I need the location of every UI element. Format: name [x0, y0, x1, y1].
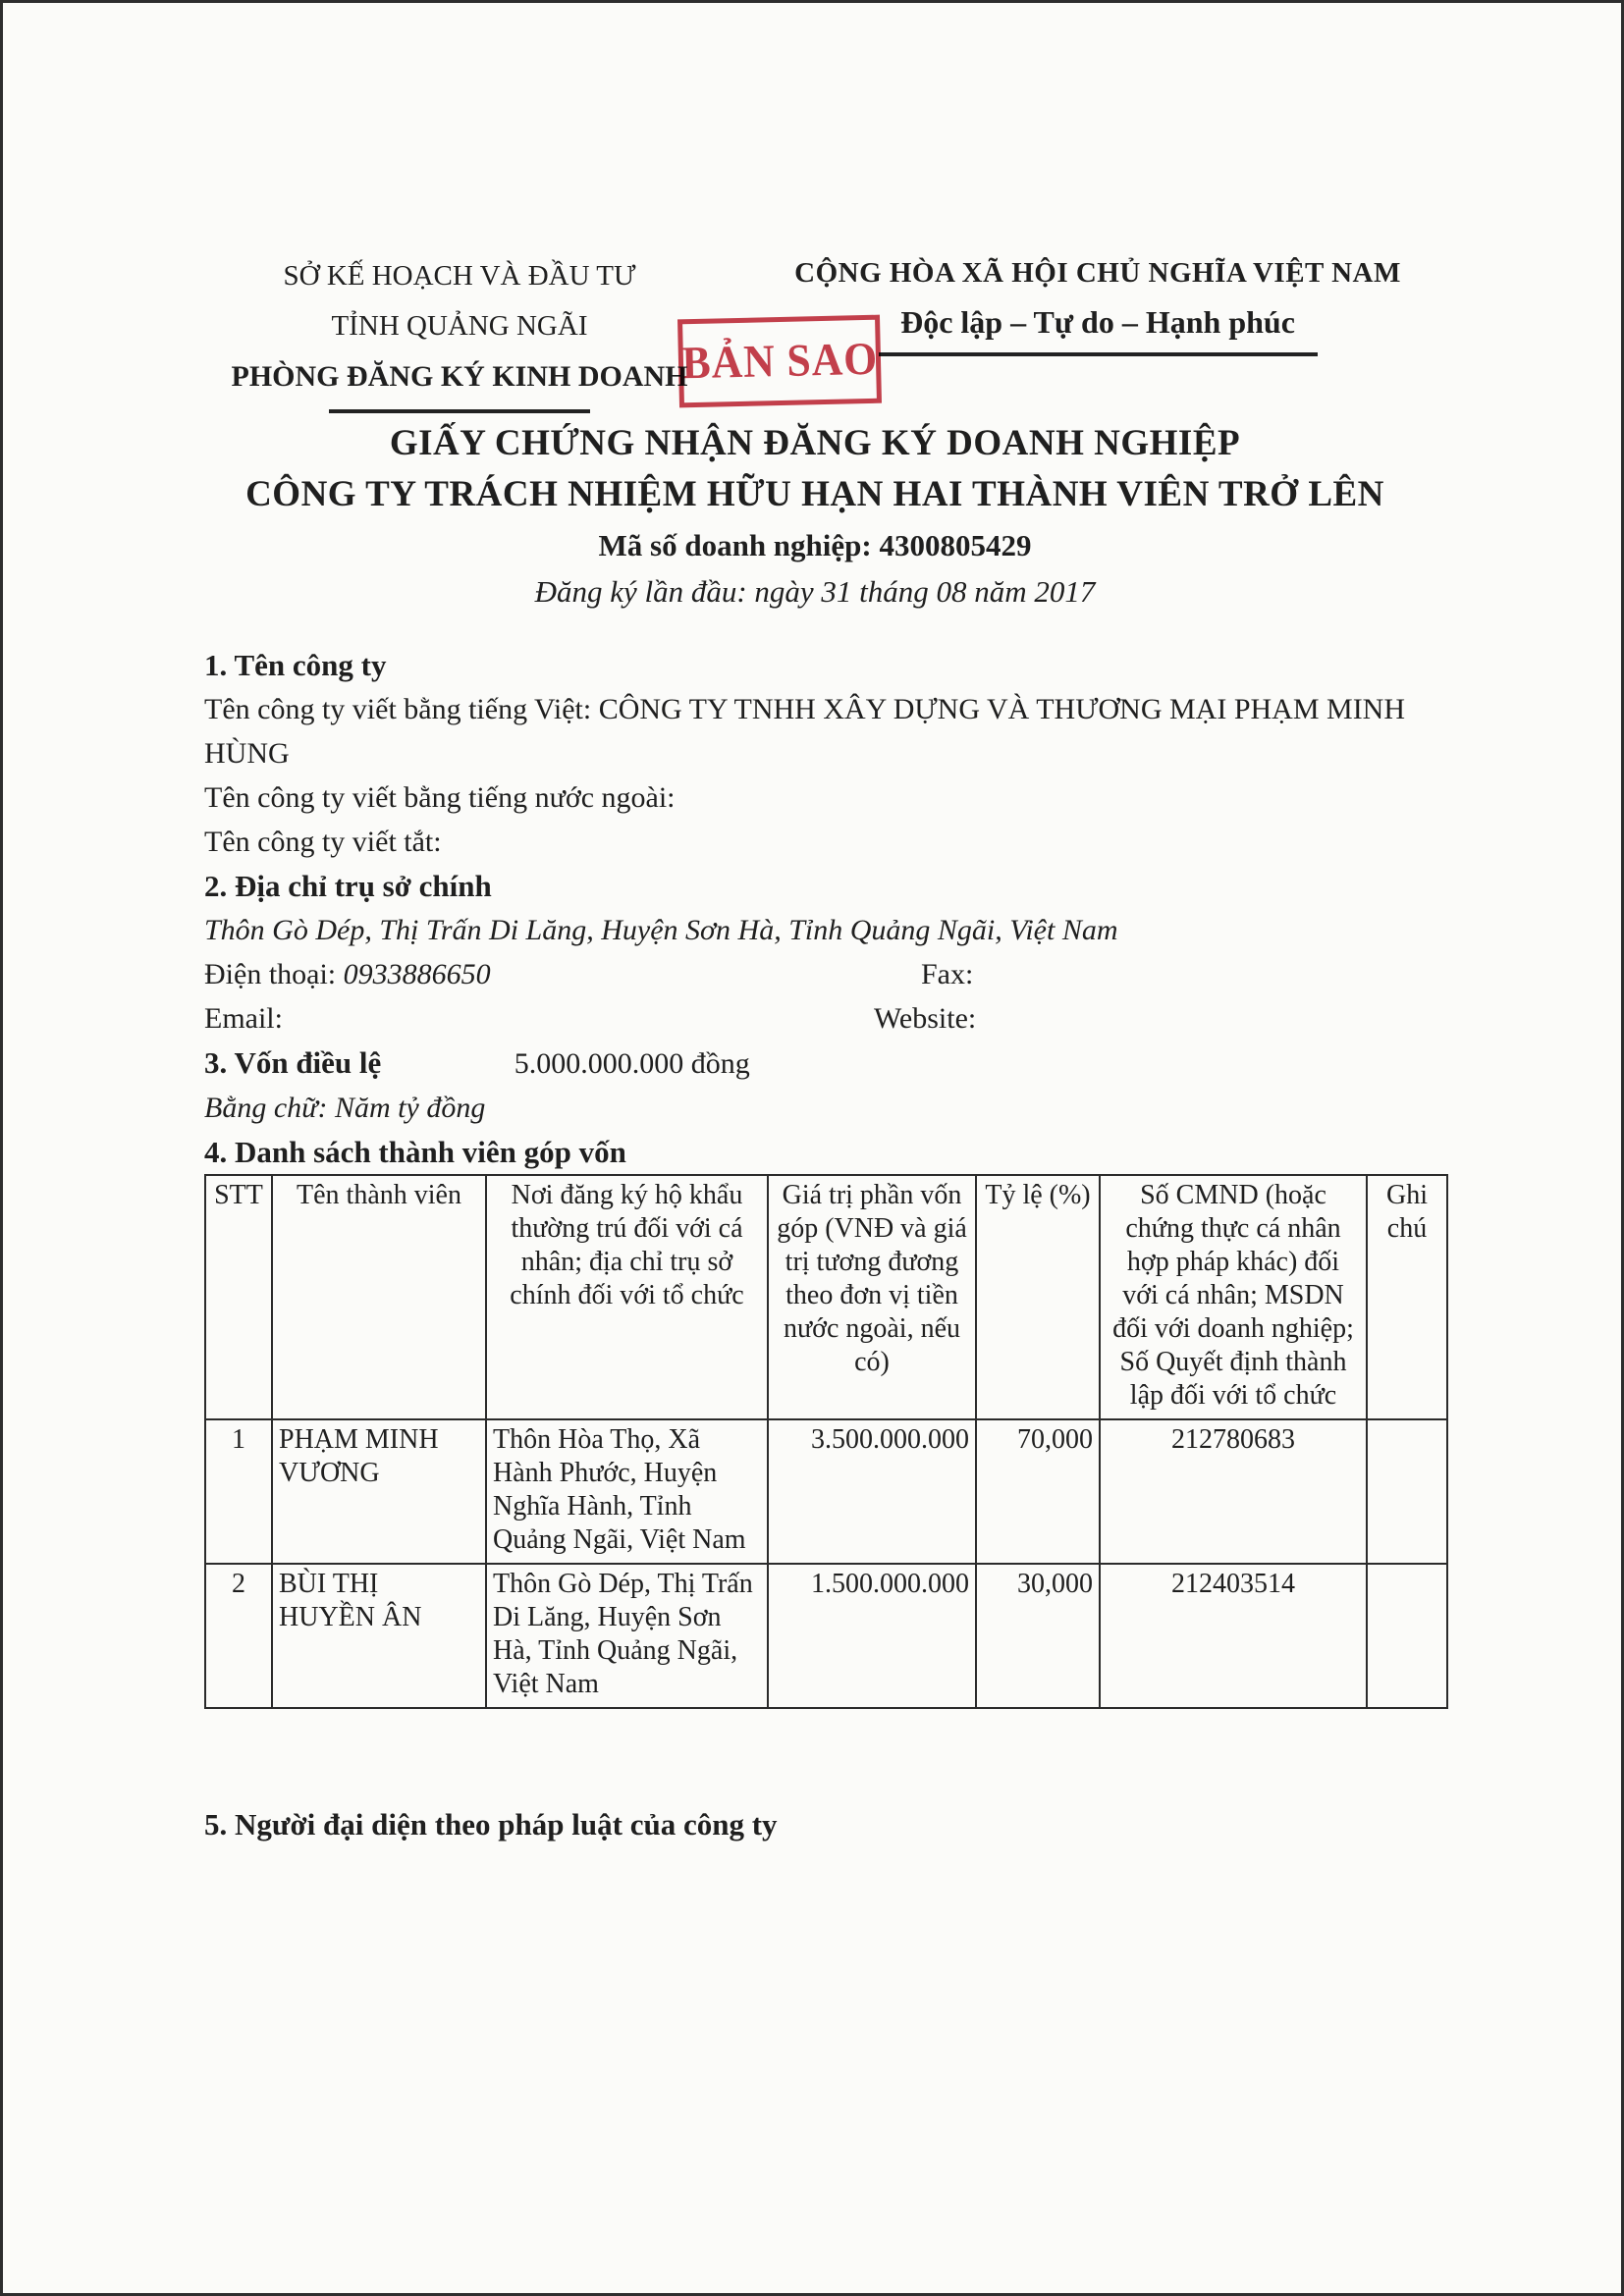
col-header-member-name: Tên thành viên	[272, 1175, 486, 1419]
member1-id-number: 212780683	[1100, 1419, 1367, 1564]
col-header-percentage: Tỷ lệ (%)	[976, 1175, 1100, 1419]
section4-heading: 4. Danh sách thành viên góp vốn	[204, 1135, 626, 1169]
national-underline	[879, 352, 1318, 356]
col-header-capital-value: Giá trị phần vốn góp (VNĐ và giá trị tương đương theo đơn vị tiền nước ngoài, nếu có)	[768, 1175, 976, 1419]
fax-label: Fax:	[921, 958, 974, 990]
issuer-underline	[329, 409, 590, 413]
issuer-department: SỞ KẾ HOẠCH VÀ ĐẦU TƯ	[283, 260, 636, 292]
national-motto: Độc lập – Tự do – Hạnh phúc	[900, 304, 1295, 340]
section3-heading: 3. Vốn điều lệ	[204, 1045, 382, 1080]
phone-value: 0933886650	[343, 958, 491, 990]
issuer-province: TỈNH QUẢNG NGÃI	[331, 310, 588, 342]
email-label: Email:	[204, 1002, 283, 1035]
charter-capital-amount: 5.000.000.000 đồng	[514, 1047, 750, 1080]
col-header-note: Ghi chú	[1367, 1175, 1447, 1419]
member2-note	[1367, 1564, 1447, 1708]
member-row-2	[205, 1564, 1447, 1708]
company-name-foreign: Tên công ty viết bằng tiếng nước ngoài:	[204, 781, 676, 814]
enterprise-code-line: Mã số doanh nghiệp: 4300805429	[598, 528, 1032, 562]
ban-sao-stamp-label: BẢN SAO	[680, 333, 879, 390]
email-website-line	[204, 996, 1449, 1041]
member1-address: Thôn Hòa Thọ, Xã Hành Phước, Huyện Nghĩa Hành, Tỉnh Quảng Ngãi, Việt Nam	[486, 1419, 768, 1564]
section5-heading: 5. Người đại diện theo pháp luật của công ty	[204, 1807, 778, 1842]
member1-note	[1367, 1419, 1447, 1564]
member2-capital-value: 1.500.000.000	[768, 1564, 976, 1708]
section2-heading: 2. Địa chỉ trụ sở chính	[204, 869, 492, 903]
head-office-address: Thôn Gò Dép, Thị Trấn Di Lăng, Huyện Sơn Hà, Tỉnh Quảng Ngãi, Việt Nam	[204, 914, 1118, 946]
member2-id-number: 212403514	[1100, 1564, 1367, 1708]
member1-percentage: 70,000	[976, 1419, 1100, 1564]
member2-address: Thôn Gò Dép, Thị Trấn Di Lăng, Huyện Sơn Hà, Tỉnh Quảng Ngãi, Việt Nam	[486, 1564, 768, 1708]
members-table-header-row	[205, 1175, 1447, 1419]
phone-label: Điện thoại:	[204, 958, 337, 990]
charter-capital-words: Bằng chữ: Năm tỷ đồng	[204, 1092, 486, 1124]
members-table	[204, 1174, 1448, 1709]
col-header-id-number: Số CMND (hoặc chứng thực cá nhân hợp pháp khác) đối với cá nhân; MSDN đối với doanh nghiệp; Số Quyết định thành lập đối với tổ chức	[1100, 1175, 1367, 1419]
member2-name: BÙI THỊ HUYỀN ÂN	[272, 1564, 486, 1708]
member2-stt: 2	[205, 1564, 272, 1708]
national-title: CỘNG HÒA XÃ HỘI CHỦ NGHĨA VIỆT NAM	[794, 257, 1401, 289]
issuer-header	[224, 251, 695, 413]
company-name-short: Tên công ty viết tắt:	[204, 826, 442, 858]
issuer-office: PHÒNG ĐĂNG KÝ KINH DOANH	[231, 360, 688, 393]
member1-name: PHẠM MINH VƯƠNG	[272, 1419, 486, 1564]
ban-sao-stamp	[677, 315, 882, 408]
document-title-block	[3, 419, 1624, 614]
member1-stt: 1	[205, 1419, 272, 1564]
member-row-1	[205, 1419, 1447, 1564]
document-body	[204, 643, 1449, 1709]
col-header-stt: STT	[205, 1175, 272, 1419]
phone-fax-line	[204, 952, 1449, 996]
first-registration-line: Đăng ký lần đầu: ngày 31 tháng 08 năm 2017	[534, 574, 1096, 609]
member1-capital-value: 3.500.000.000	[768, 1419, 976, 1564]
col-header-registered-address: Nơi đăng ký hộ khẩu thường trú đối với cá nhân; địa chỉ trụ sở chính đối với tổ chức	[486, 1175, 768, 1419]
certificate-title: GIẤY CHỨNG NHẬN ĐĂNG KÝ DOANH NGHIỆP	[389, 423, 1241, 463]
website-label: Website:	[874, 1002, 977, 1035]
company-name-vietnamese: Tên công ty viết bằng tiếng Việt: CÔNG TY TNHH XÂY DỰNG VÀ THƯƠNG MẠI PHẠM MINH HÙNG	[204, 693, 1406, 770]
charter-capital-line	[204, 1041, 1449, 1086]
section1-heading: 1. Tên công ty	[204, 648, 387, 682]
member2-percentage: 30,000	[976, 1564, 1100, 1708]
company-type-title: CÔNG TY TRÁCH NHIỆM HỮU HẠN HAI THÀNH VIÊN TRỞ LÊN	[245, 474, 1384, 514]
